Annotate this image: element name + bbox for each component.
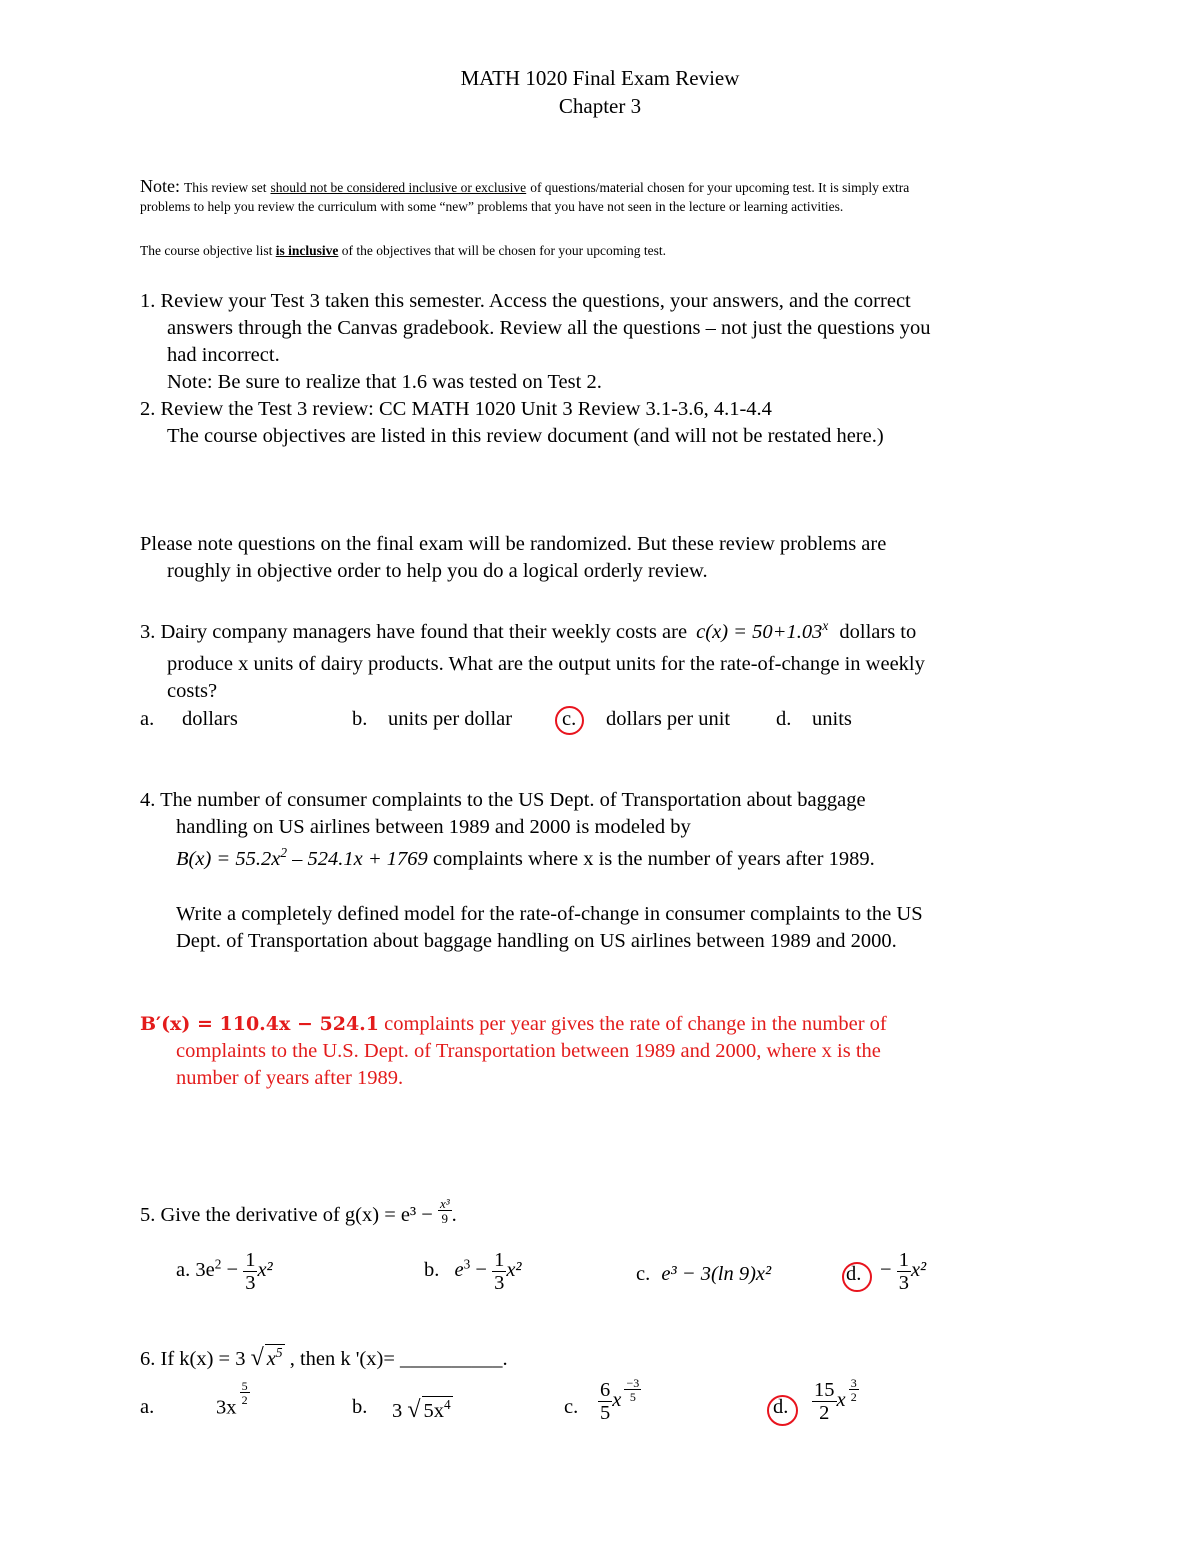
q3-option-c-text: dollars per unit (606, 708, 731, 730)
q6-d-den: 2 (812, 1401, 837, 1424)
note-text-1: This review set (184, 180, 267, 195)
q6-a-exponent (240, 1380, 250, 1406)
q5-b-pre: e (454, 1259, 464, 1282)
q3-option-d-letter: d. (776, 708, 792, 730)
item-1-line-3: had incorrect. (167, 344, 280, 366)
q3-option-a-text: dollars (182, 708, 238, 730)
q6-d-num: 15 (814, 1379, 835, 1401)
objective-text-2: of the objectives that will be chosen for your upcoming test. (341, 243, 667, 258)
q6-b-rad-exp: 4 (444, 1397, 451, 1412)
note-line-1 (140, 176, 909, 197)
please-line-1: Please note questions on the final exam will be randomized. But these review problems are (140, 533, 887, 555)
item-1-line-2: answers through the Canvas gradebook. Review all the questions – not just the questions you (167, 317, 931, 339)
q6-d-x: x (836, 1389, 846, 1412)
q3-line-1 (140, 618, 916, 644)
q6-rad-exp: 5 (275, 1345, 283, 1360)
q5-a-num: 1 (245, 1249, 256, 1271)
q5-a-letter: a. (176, 1259, 191, 1282)
q4-line-1: 4. The number of consumer complaints to the US Dept. of Transportation about baggage (140, 789, 866, 811)
item-2-line-1: 2. Review the Test 3 review: CC MATH 1020 Unit 3 Review 3.1-3.6, 4.1-4.4 (140, 398, 772, 420)
q5-b-num: 1 (494, 1249, 505, 1271)
q6-prompt-a: 6. If k(x) = 3 (140, 1347, 246, 1370)
item-1-line-1: 1. Review your Test 3 taken this semester. Access the questions, your answers, and the correct (140, 290, 911, 312)
q3-formula (696, 618, 829, 643)
q6-option-c (598, 1375, 641, 1424)
objective-line (140, 243, 666, 259)
page-subtitle: Chapter 3 (558, 94, 642, 118)
q5-a-pre: 3e (195, 1259, 215, 1282)
q6-b-coef: 3 (392, 1399, 403, 1422)
q5-prompt: 5. Give the derivative of g(x) = e³ − $\frac{\text{x³}}{9}$ . (140, 1196, 457, 1227)
q5-c-text: e³ − 3(ln 9)x² (661, 1263, 772, 1285)
q5-d-fraction (897, 1250, 911, 1293)
q4-formula-exp: 2 (280, 845, 287, 860)
q6-radical (265, 1344, 285, 1371)
q3-line-2: produce x units of dairy products. What are the output units for the rate-of-change in weekly (167, 653, 925, 675)
objective-underlined: is inclusive (275, 243, 339, 258)
q5-prompt-text: 5. Give the derivative of g(x) = e³ − (140, 1204, 433, 1226)
q6-a-base: 3x (216, 1396, 237, 1419)
q3-formula-base: c(x) = 50+1.03 (696, 620, 823, 643)
q4-text: complaints where x is the number of years after 1989. (432, 847, 875, 870)
q3-line-3: costs? (167, 680, 218, 702)
q5-option-c (636, 1263, 771, 1286)
q6-c-fraction (598, 1380, 612, 1423)
q6-a-letter: a. (140, 1396, 155, 1418)
q5-a-exp: 2 (214, 1256, 222, 1272)
q4-line-3 (176, 845, 875, 871)
q6-option-a (216, 1379, 250, 1422)
q6-d-letter: d. (773, 1396, 789, 1418)
page-title: MATH 1020 Final Exam Review (460, 66, 740, 90)
q6-prompt-b: , then k '(x)= __________. (289, 1347, 508, 1370)
q5-a-mid: − (221, 1259, 239, 1282)
note-line-2: problems to help you review the curriculum with some “new” problems that you have not seen in the lecture or learning activities. (140, 199, 844, 214)
q3-answer-circle (555, 706, 584, 735)
q6-d-fraction (812, 1380, 837, 1423)
q6-b-rad-base: 5x (423, 1399, 445, 1422)
objective-text-1: The course objective list (140, 243, 273, 258)
q5-a-x: x² (257, 1259, 273, 1282)
q3-option-b-text: units per dollar (388, 708, 513, 730)
answer-4-line-2: complaints to the U.S. Dept. of Transportation between 1989 and 2000, where x is the (176, 1040, 881, 1062)
q6-d-exp-d: 2 (850, 1389, 857, 1404)
q5-c-letter: c. (636, 1263, 651, 1285)
q3-formula-exp: x (822, 618, 829, 633)
q5-option-a (176, 1250, 273, 1293)
answer-4-text-1: complaints per year gives the rate of change in the number of (384, 1013, 887, 1035)
q5-prompt-fraction (438, 1197, 452, 1225)
q4-formula-a: B(x) = 55.2x (176, 847, 281, 870)
q5-d-letter: d. (846, 1263, 862, 1285)
q4-line-2: handling on US airlines between 1989 and 2000 is modeled by (176, 816, 691, 838)
q5-option-b (424, 1250, 522, 1293)
q3-option-a-letter: a. (140, 708, 155, 730)
q5-b-letter: b. (424, 1259, 440, 1282)
q6-c-exp-d: 5 (624, 1389, 641, 1403)
q5-b-mid: − (470, 1259, 487, 1282)
q5-a-fraction (243, 1250, 257, 1293)
q4-line-4: Write a completely defined model for the rate-of-change in consumer complaints to the US (176, 903, 923, 925)
q5-b-den: 3 (494, 1271, 505, 1294)
q5-d-den: 3 (898, 1271, 909, 1294)
q5-b-fraction (492, 1250, 506, 1293)
note-underlined: should not be considered inclusive or exclusive (270, 180, 527, 195)
q6-b-letter: b. (352, 1396, 368, 1418)
q3-text-a: 3. Dairy company managers have found that their weekly costs are (140, 620, 688, 643)
answer-4-line-3: number of years after 1989. (176, 1067, 404, 1089)
q6-d-exponent (849, 1377, 859, 1403)
item-1-line-4: Note: Be sure to realize that 1.6 was tested on Test 2. (167, 371, 602, 393)
answer-4-math: B′(x) = 110.4x − 524.1 (140, 1013, 379, 1035)
q6-rad-base: x (266, 1347, 276, 1370)
q6-c-exp-n: −3 (626, 1375, 640, 1390)
q5-b-x: x² (506, 1259, 522, 1282)
note-label: Note: (140, 176, 180, 196)
q6-c-exponent (624, 1377, 641, 1403)
q6-c-den: 5 (600, 1401, 611, 1424)
q5-frac-num: x³ (439, 1196, 450, 1212)
q5-option-d (880, 1250, 926, 1293)
q6-d-exp-n: 3 (850, 1375, 857, 1390)
q6-c-x: x (612, 1389, 622, 1412)
q6-a-exp-n: 5 (241, 1379, 248, 1393)
q5-a-den: 3 (245, 1271, 256, 1294)
q4-formula-b: – 524.1x + 1769 (287, 847, 428, 870)
q5-frac-den: 9 (438, 1210, 452, 1225)
q6-b-radical (422, 1396, 453, 1423)
q6-option-d (812, 1375, 859, 1424)
q5-d-num: 1 (898, 1249, 909, 1271)
q4-formula (176, 845, 428, 870)
q6-c-num: 6 (600, 1379, 611, 1401)
q6-a-exp-d: 2 (241, 1393, 248, 1407)
q3-option-d-text: units (812, 708, 852, 730)
q6-prompt: 6. If k(x) = 3 √ $x^5$ , then k '(x)= __________. (140, 1344, 508, 1371)
item-2-line-2: The course objectives are listed in this review document (and will not be restated here.) (167, 425, 884, 447)
q3-text-b: dollars to (839, 620, 917, 643)
q3-option-b-letter: b. (352, 708, 368, 730)
note-text-2: of questions/material chosen for your upcoming test. It is simply extra (530, 180, 910, 195)
q5-b-exp: 3 (463, 1256, 471, 1272)
q3-option-c-letter: c. (562, 708, 577, 730)
please-line-2: roughly in objective order to help you do a logical orderly review. (167, 560, 708, 582)
q5-d-mid: − (880, 1259, 892, 1282)
answer-4-line-1 (140, 1013, 887, 1036)
q4-line-5: Dept. of Transportation about baggage handling on US airlines between 1989 and 2000. (176, 930, 897, 952)
q5-d-x: x² (910, 1259, 927, 1282)
q6-option-b: 3 √ $5x^4$ (392, 1396, 451, 1423)
q6-c-letter: c. (564, 1396, 579, 1418)
